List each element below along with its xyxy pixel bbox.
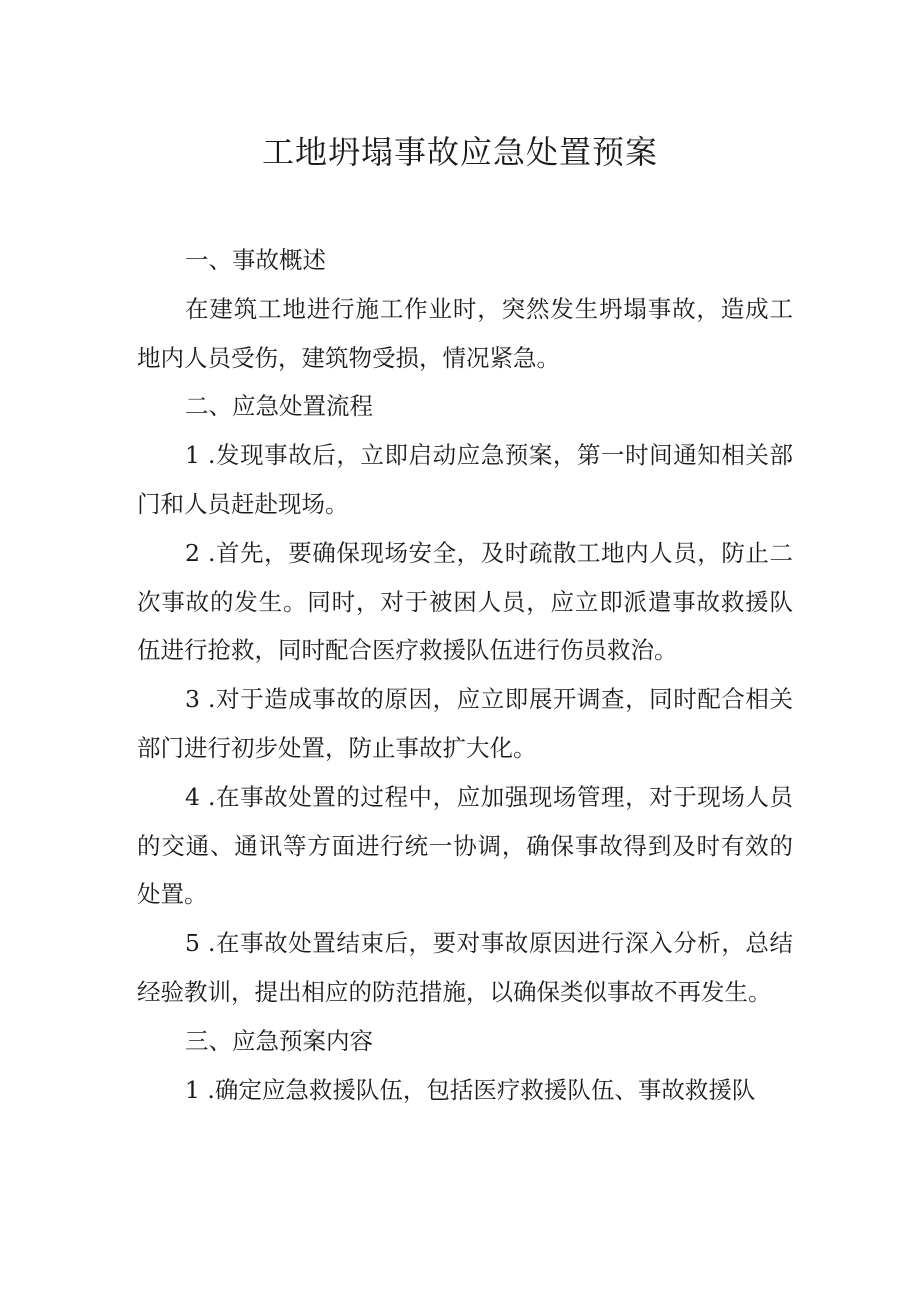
paragraph-step-2: 2 .首先，要确保现场安全，及时疏散工地内人员，防止二次事故的发生。同时，对于被困人员，应立即派遣事故救援队伍进行抢救，同时配合医疗救援队伍进行伤员救治。 [137,538,793,665]
document-title: 工地坍塌事故应急处置预案 [261,133,658,171]
document-body [137,236,793,1114]
paragraph-step-1: 1 .发现事故后，立即启动应急预案，第一时间通知相关部门和人员赶赴现场。 [137,441,793,518]
paragraph-step-5: 5 .在事故处置结束后，要对事故原因进行深入分析，总结经验教训，提出相应的防范措施，以确保类似事故不再发生。 [137,929,793,1006]
section-heading-process: 二、应急处置流程 [185,392,373,421]
paragraph-step-3: 3 .对于造成事故的原因，应立即展开调查，同时配合相关部门进行初步处置，防止事故扩大化。 [137,685,793,762]
paragraph-step-4: 4 .在事故处置的过程中，应加强现场管理，对于现场人员的交通、通讯等方面进行统一协调，确保事故得到及时有效的处置。 [137,782,793,909]
section-heading-overview: 一、事故概述 [185,246,326,274]
paragraph-plan-item-1: 1 .确定应急救援队伍，包括医疗救援队伍、事故救援队 [185,1075,756,1104]
section-heading-plan-content: 三、应急预案内容 [185,1026,373,1055]
paragraph-overview: 在建筑工地进行施工作业时，突然发生坍塌事故，造成工地内人员受伤，建筑物受损，情况紧急。 [137,294,793,372]
